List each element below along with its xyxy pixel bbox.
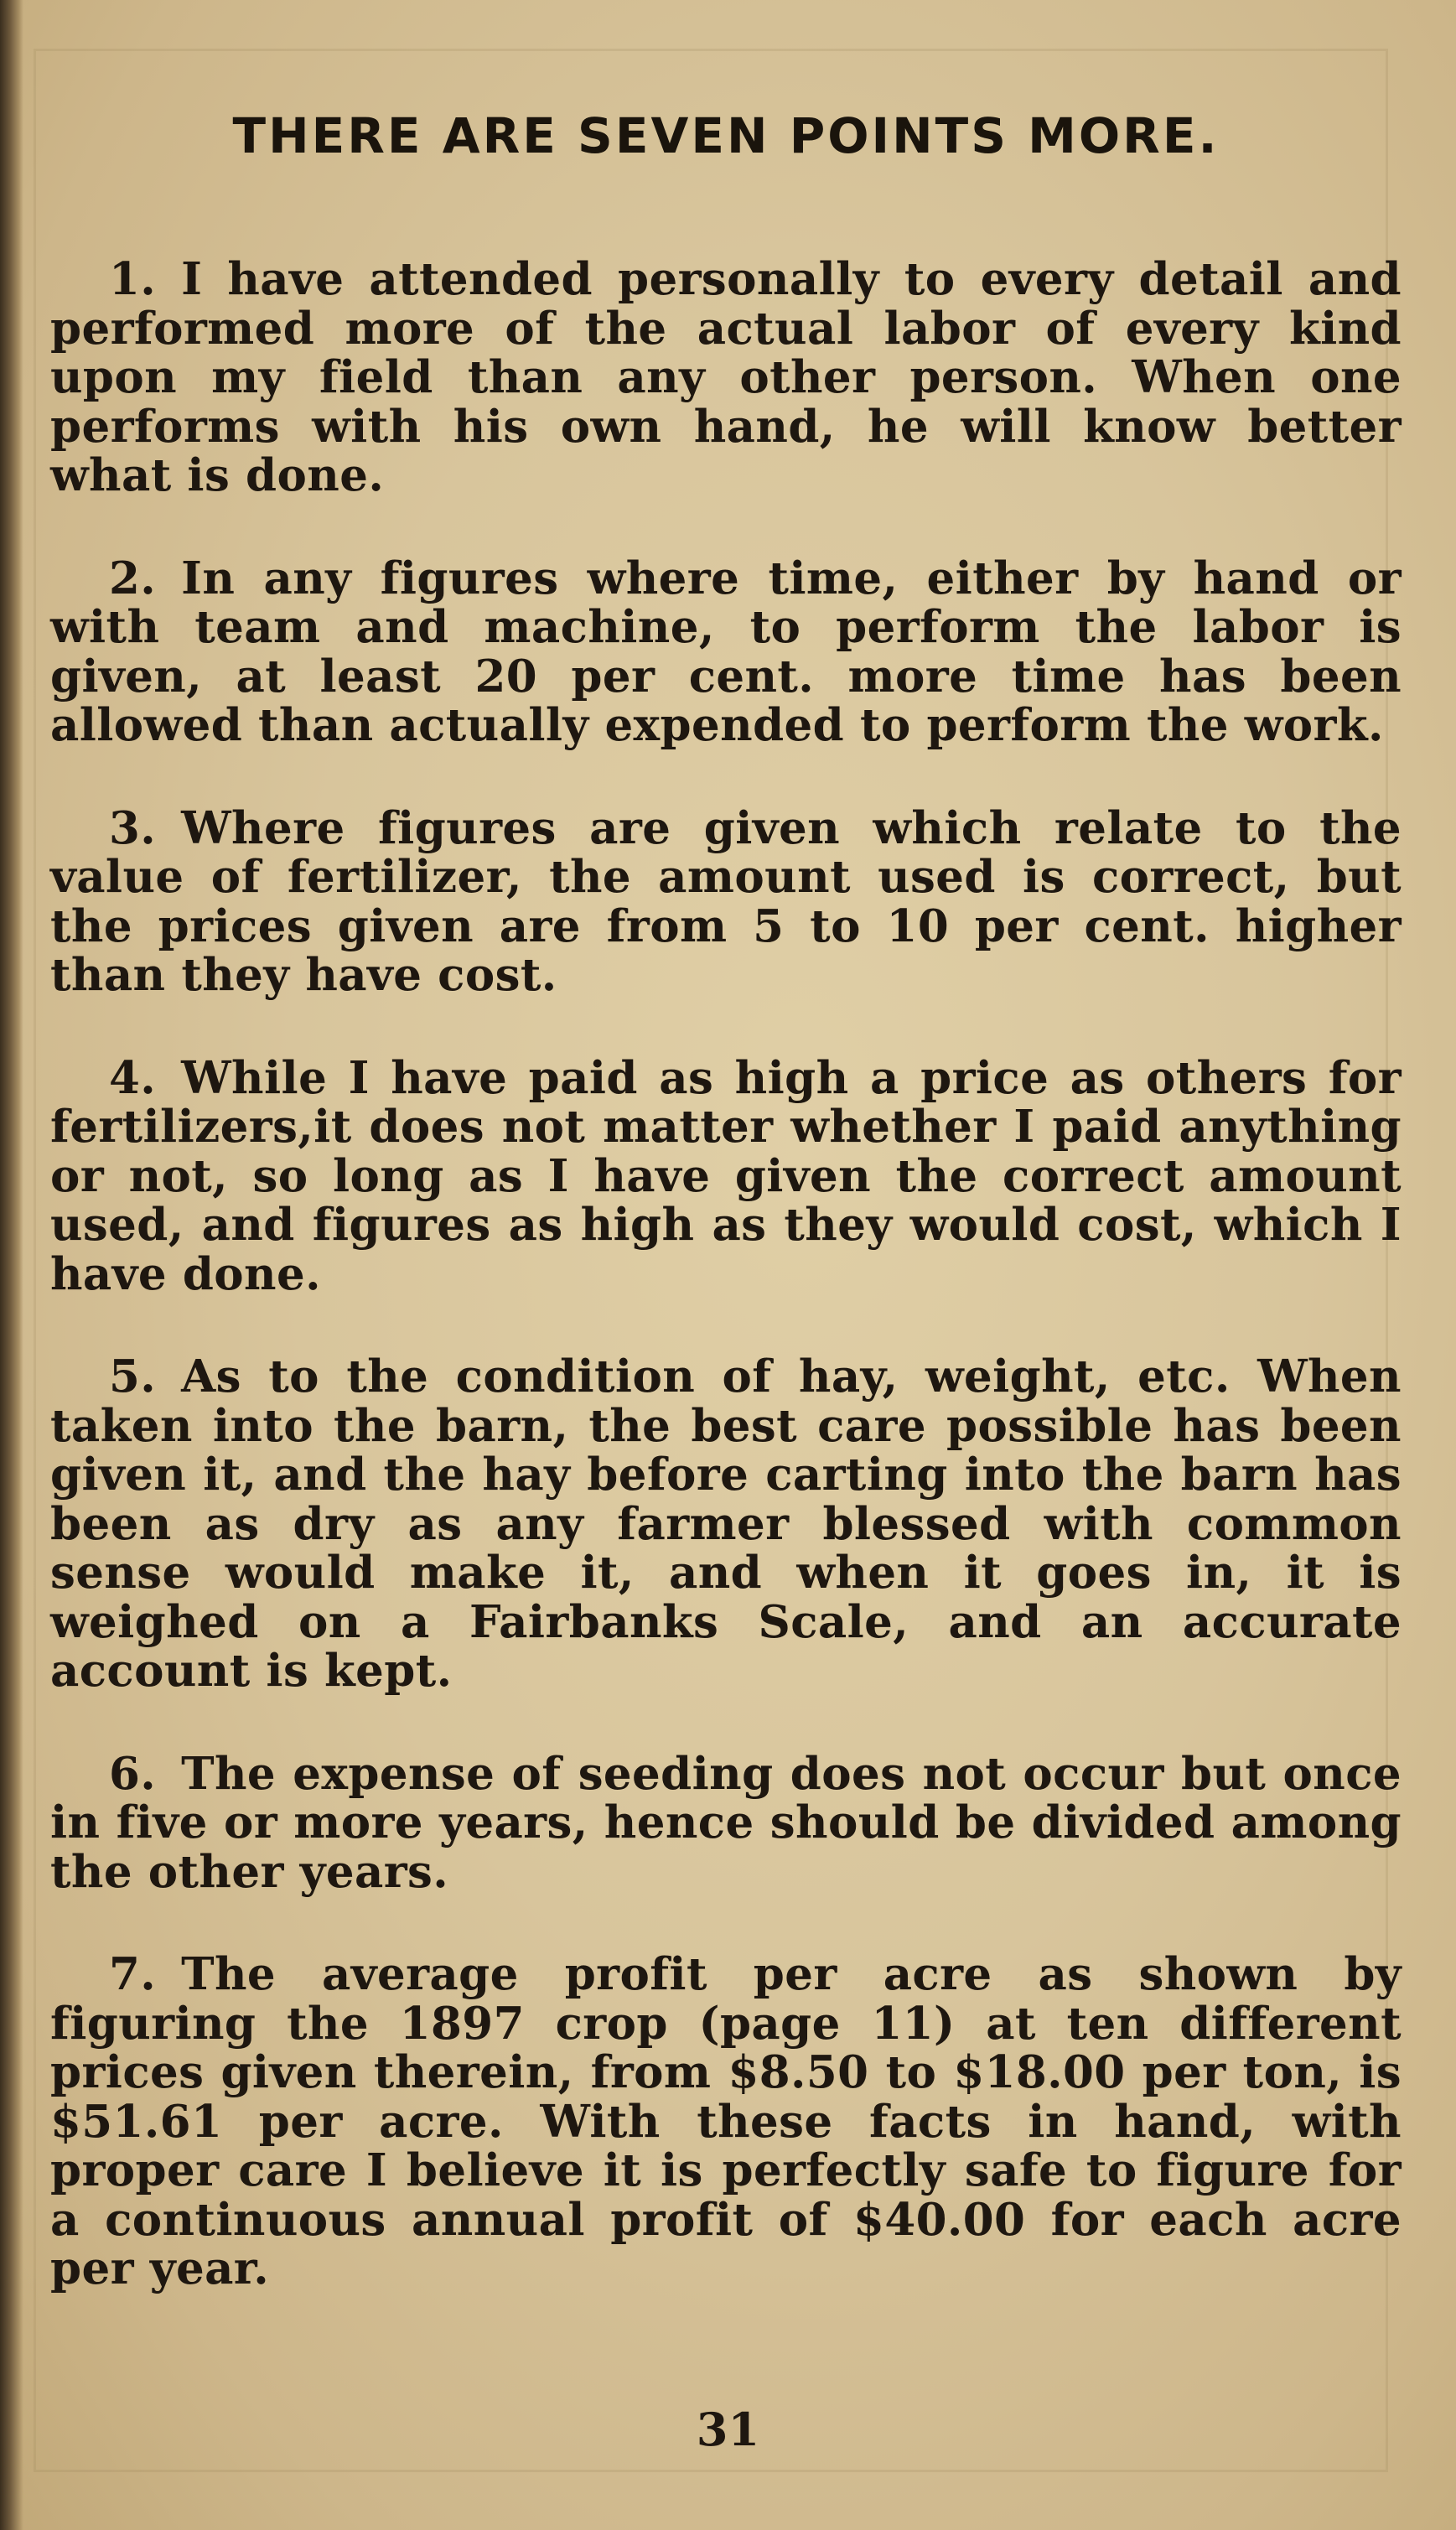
- page-heading: THERE ARE SEVEN POINTS MORE.: [232, 107, 1220, 164]
- point-number: 1.: [109, 253, 157, 305]
- page-number: 31: [696, 2403, 760, 2456]
- point-number: 5.: [109, 1351, 157, 1402]
- binding-edge: [0, 0, 23, 2530]
- point-1: [50, 255, 1402, 500]
- point-text: Where figures are given which relate to the value of fertilizer, the amount used is correct, but the prices given are from 5 to 10 per cent. higher than they have cost.: [50, 801, 1402, 1001]
- point-number: 2.: [109, 552, 157, 604]
- point-text: In any figures where time, either by hand or with team and machine, to perform the labor is given, at least 20 per cent. more time has been allowed than actually expended to perform the work.: [50, 552, 1402, 751]
- point-6: [50, 1747, 1402, 1898]
- point-number: 3.: [109, 801, 157, 854]
- point-number: 7.: [109, 1948, 157, 2000]
- point-number: 4.: [109, 1051, 157, 1104]
- point-4: [50, 1051, 1402, 1300]
- point-text: The average profit per acre as shown by figuring the 1897 crop (page 11) at ten different prices given therein, from $8.50 to $18.00 per ton, is $51.61 per acre. With these facts in hand, with proper care I believe it is perfectly safe to figure for a continuous annual profit of $40.00 for each acre per year.: [50, 1948, 1402, 2294]
- point-text: As to the condition of hay, weight, etc. When taken into the barn, the best care possible has been given it, and the hay before carting into the barn has been as dry as any farmer blessed with common sense would make it, and when it goes in, it is weighed on a Fairbanks Scale, and an accurate account is kept.: [50, 1351, 1402, 1697]
- point-text: I have attended personally to every detail and performed more of the actual labor of every kind upon my field than any other person. When one performs with his own hand, he will know better what is done.: [50, 253, 1402, 501]
- point-5: [50, 1352, 1402, 1696]
- page-content: [50, 107, 1402, 2347]
- point-7: [50, 1950, 1402, 2294]
- point-2: [50, 554, 1402, 750]
- point-text: While I have paid as high a price as others for fertilizers,it does not matter whether I paid anything or not, so long as I have given the correct amount used, and figures as high as they would cost, which I have done.: [50, 1051, 1402, 1300]
- point-number: 6.: [109, 1747, 157, 1800]
- point-text: The expense of seeding does not occur but once in five or more years, hence should be divided among the other years.: [50, 1747, 1402, 1898]
- point-3: [50, 801, 1402, 1001]
